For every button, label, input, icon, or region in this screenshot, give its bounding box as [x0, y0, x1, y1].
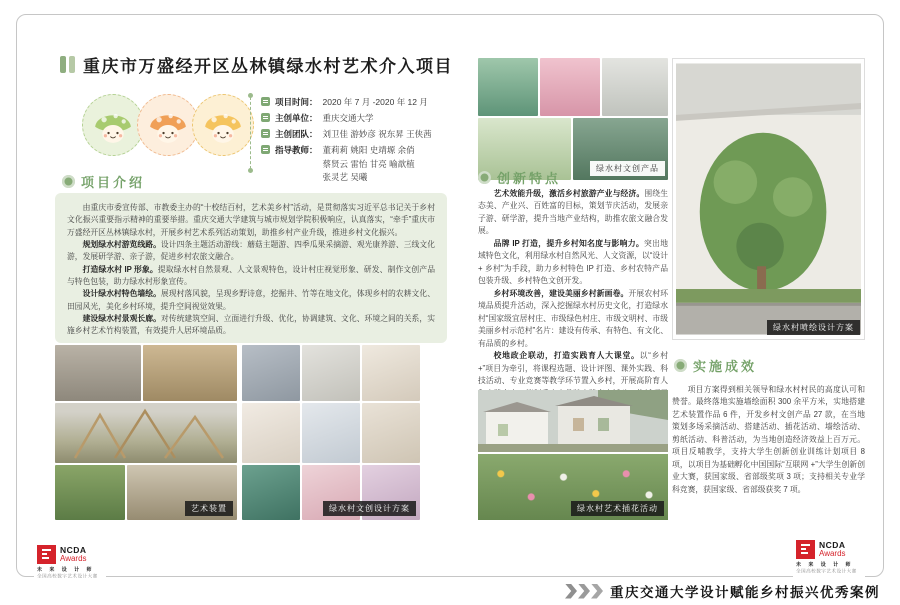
innovation-text-block: [478, 188, 668, 412]
title-accent-bars-icon: [60, 56, 75, 73]
chevrons-icon: [565, 584, 603, 599]
caption-art-installation: 艺术装置: [185, 501, 233, 516]
photo-group-cultural-design: [242, 345, 420, 520]
field-host-unit: [261, 112, 432, 124]
section-title: 项目介绍: [81, 175, 146, 190]
caption-cultural-design: 绿水村文创设计方案: [323, 501, 416, 516]
field-advisors: [261, 144, 432, 185]
photo-group-cultural-products: [478, 58, 668, 180]
section-dot-icon: [62, 175, 75, 188]
ncda-tagline: 未 来 设 计 师: [796, 562, 854, 568]
intro-paragraph: 规划绿水村游览线路。设计四条主题活动游线：蘑菇主题游、四季瓜果采摘游、观光康养游、三线文化游，发展研学游、亲子游，促进乡村农旅文融合。: [67, 239, 436, 262]
photo-bamboo-tripods: [55, 403, 237, 463]
form-icon: [261, 113, 270, 122]
mushroom-mascot-green-icon: [82, 94, 144, 156]
photo-packaging: [362, 403, 420, 463]
section-title: 实施成效: [693, 359, 758, 374]
photo-product-box: [242, 345, 300, 401]
field-value: 刘卫佳 游妙彦 祝东昇 王侠茜: [322, 129, 432, 139]
photo-bottles-green: [478, 58, 538, 116]
intro-paragraph: 由重庆市委宣传部、市教委主办的“十校结百村，艺术美乡村”活动，是贯彻落实习近平总书记关于乡村文化振兴重要指示精神的重要举措。重庆交通大学建筑与城市规划学院积极响应，认真落实，“牵手”重庆市万盛经开区丛林镇绿水村，开展乡村艺术系列活动策划，助推乡村产业升级，推进乡村文化振兴。: [67, 203, 435, 237]
field-label: 指导教师：: [275, 145, 318, 155]
intro-paragraph: 建设绿水村景观长廊。对传统建筑空间、立面进行升级、优化，协调建筑、文化、环境之间的关系，实施乡村艺术竹构装置，有效提升人居环境品质。: [67, 313, 436, 336]
field-value: 重庆交通大学: [322, 113, 374, 123]
ncda-subtitle: 全国高校数字艺术设计大赛: [37, 573, 98, 580]
ncda-awards: Awards: [819, 548, 846, 558]
photo-bottles-pink: [540, 58, 600, 116]
ncda-awards-logo: [793, 538, 865, 577]
form-icon: [261, 129, 270, 138]
photo-stationery: [302, 403, 360, 463]
mushroom-mascot-yellow-icon: [192, 94, 254, 156]
field-team: [261, 128, 432, 140]
field-value: 2020 年 7 月 -2020 年 12 月: [322, 97, 428, 107]
mushroom-mascot-orange-icon: [137, 94, 199, 156]
photo-shirts: [602, 58, 668, 116]
ncda-logo-icon: [796, 540, 815, 559]
photo-bamboo-structure: [143, 345, 237, 401]
photo-mascot-dolls: [362, 345, 420, 401]
field-label: 主创团队：: [275, 129, 318, 139]
field-label: 主创单位：: [275, 113, 318, 123]
ncda-tagline: 未 来 设 计 师: [37, 567, 95, 573]
section-header-innovation: [478, 168, 561, 187]
footer: [565, 581, 880, 601]
field-label: 项目时间：: [275, 97, 318, 107]
section-dot-icon: [478, 171, 491, 184]
section-header-results: [674, 356, 757, 375]
innovation-paragraph: 乡村环境改善，建设美丽乡村新画卷。开展农村环境品质提升活动，深入挖掘绿水村历史文化，打造绿水村“国家级宜居村庄、市级绿色村庄、市级文明村、市级美丽乡村示范村”名片：建设有传承、有特色、有文化、有品质的乡村。: [478, 288, 669, 348]
section-dot-icon: [674, 359, 687, 372]
photo-crowd: [55, 345, 141, 401]
ncda-awards-logo: [34, 543, 106, 582]
innovation-paragraph: 品牌 IP 打造，提升乡村知名度与影响力。突出地域特色文化，利用绿水村自然风光、人文资源，以“设计 + 乡村”为手段，助力乡村特色 IP 打造、乡村农特产品包装升级、乡村特色文创开发。: [478, 238, 669, 286]
field-project-time: [261, 96, 432, 108]
intro-paragraph: 设计绿水村特色墙绘。展现村落风貌，呈现乡野诗意，挖掘井、竹等在地文化，体现乡村的农耕文化、田园风光，美化乡村环境，提升空间视觉效果。: [67, 289, 436, 311]
ncda-name: NCDA: [819, 539, 846, 550]
project-info-list: [261, 96, 432, 185]
field-value: 董莉莉 姚阳 史靖塬 余俏 蔡贤云 雷怡 甘亮 喻歆植 张灵艺 吴曦: [322, 145, 415, 183]
ncda-subtitle: 全国高校数字艺术设计大赛: [796, 568, 857, 575]
innovation-paragraph: 艺术效能升级，激活乡村旅游产业与经济。围绕生态美、产业兴、百姓富的目标，策划节庆活动，发展亲子游、研学游，提升当地产业结构，助推农旅文融合发展。: [478, 189, 669, 236]
photo-white-mug: [302, 345, 360, 401]
results-text-block: [672, 384, 865, 496]
form-icon: [261, 97, 270, 106]
photo-gift-set: [242, 403, 300, 463]
intro-text-box: [55, 193, 447, 343]
innovation-paragraph: 校地政企联动，打造实践育人大课堂。以“乡村 +”项目为牵引，将课程选题、设计评图、课外实践、科技活动、专业竞赛等教学环节置入乡村，开展高阶育人: [478, 351, 668, 386]
ncda-name: NCDA: [60, 544, 87, 555]
photo-flower-wall: [478, 454, 668, 520]
photo-group-installation: [55, 345, 237, 520]
ncda-awards: Awards: [60, 553, 87, 563]
intro-paragraph: 打造绿水村 IP 形象。提取绿水村自然景观、人文景观特色，设计村庄视觉形象、研发、制作文创产品与特色包装，助力绿水村形象宣传。: [67, 264, 435, 286]
title-row: [60, 52, 453, 77]
caption-mural: 绿水村喷绘设计方案: [767, 320, 860, 335]
form-icon: [261, 145, 270, 154]
ncda-logo-icon: [37, 545, 56, 564]
page-title: 重庆市万盛经开区丛林镇绿水村艺术介入项目: [83, 57, 453, 76]
photo-mural-wall: [672, 58, 865, 340]
photo-green-mug: [242, 465, 300, 520]
photo-landscape: [55, 465, 125, 520]
photo-village-buildings: [478, 390, 668, 452]
footer-text: 重庆交通大学设计赋能乡村振兴优秀案例: [610, 585, 880, 600]
results-paragraph: 项目方案得到相关领导和绿水村村民的高度认可和赞誉。最终落地实施墙绘面积 300 余平方米，实地搭建艺术装置作品 6 件，开发乡村文创产品 27 款，在当地策划多场采摘活动、搭建活动、插花活动、墙绘活动、剪纸活动、科普活动，为当地创造经济效益上百万元。项目反哺教学，支持大学生创新创业训练计划项目 8 项，以项目为基础孵化中国国际“互联网 +”大学生创新创业大赛，获国家级、省部级奖项 3 项；支持相关专业学科竞赛，获国家级、省部级获奖 7 项。: [672, 385, 865, 494]
caption-cultural-products: 绿水村文创产品: [590, 161, 665, 176]
caption-flower-activity: 绿水村艺术插花活动: [571, 501, 664, 516]
mascot-group: [82, 94, 247, 156]
info-divider: [250, 97, 251, 169]
section-header-intro: [62, 172, 145, 191]
section-title: 创新特点: [497, 171, 562, 186]
